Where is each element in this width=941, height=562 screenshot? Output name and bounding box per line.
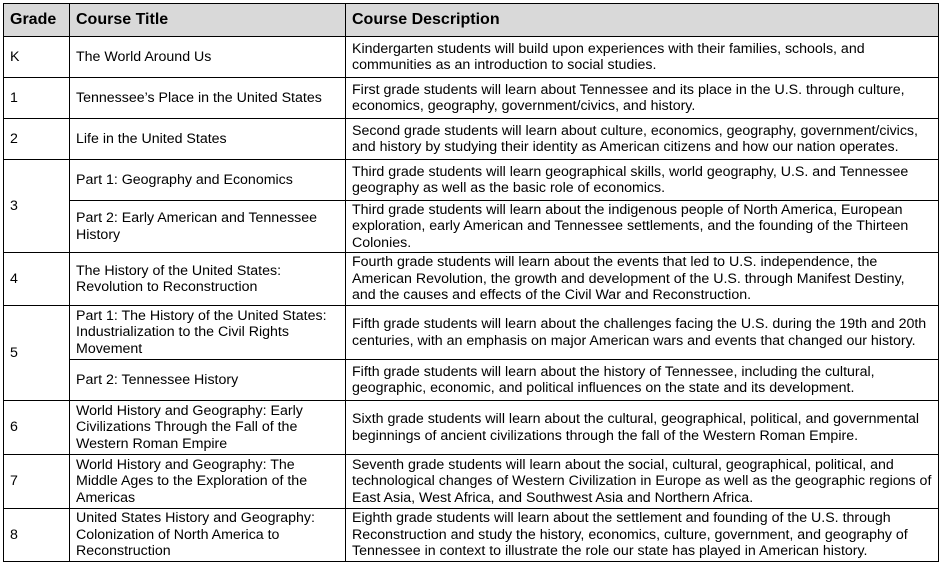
- grade-cell: 3: [4, 160, 70, 253]
- course-title-cell: Tennessee’s Place in the United States: [70, 78, 346, 119]
- course-description-cell: Eighth grade students will learn about the settlement and founding of the U.S. through Reconstruction and study the history, economics, culture, government, and geography of Tennessee in context to illustrate the role our state has played in American history.: [346, 509, 939, 562]
- course-description-cell: Fourth grade students will learn about the events that led to U.S. independence, the American Revolution, the growth and development of the U.S. through Manifest Destiny, and the causes and effects of the Civil War and Reconstruction.: [346, 253, 939, 306]
- course-title-cell: Part 2: Early American and Tennessee History: [70, 201, 346, 253]
- table-row: [4, 306, 939, 360]
- table-row: [4, 401, 939, 455]
- course-title-cell: World History and Geography: The Middle Ages to the Exploration of the Americas: [70, 455, 346, 509]
- header-course-description: Course Description: [346, 4, 939, 37]
- course-title-cell: The History of the United States: Revolution to Reconstruction: [70, 253, 346, 306]
- course-description-cell: Sixth grade students will learn about the cultural, geographical, political, and governmental beginnings of ancient civilizations through the fall of the Western Roman Empire.: [346, 401, 939, 455]
- course-title-cell: The World Around Us: [70, 37, 346, 78]
- grade-cell: 8: [4, 509, 70, 562]
- course-description-cell: Kindergarten students will build upon experiences with their families, schools, and communities as an introduction to social studies.: [346, 37, 939, 78]
- grade-cell: 7: [4, 455, 70, 509]
- table-row: [4, 160, 939, 201]
- table-row: [4, 360, 939, 401]
- course-title-cell: Life in the United States: [70, 119, 346, 160]
- table-row: [4, 37, 939, 78]
- grade-cell: 2: [4, 119, 70, 160]
- grade-cell: 6: [4, 401, 70, 455]
- table-row: [4, 78, 939, 119]
- grade-cell: 1: [4, 78, 70, 119]
- course-title-cell: Part 1: Geography and Economics: [70, 160, 346, 201]
- course-description-cell: Fifth grade students will learn about the history of Tennessee, including the cultural, geographic, economic, and political influences on the state and its development.: [346, 360, 939, 401]
- course-description-cell: Seventh grade students will learn about the social, cultural, geographical, political, and technological changes of Western Civilization in Europe as well as the geographic regions of East Asia, West Africa, and Southwest Asia and Northern Africa.: [346, 455, 939, 509]
- table-row: [4, 201, 939, 253]
- course-title-cell: Part 2: Tennessee History: [70, 360, 346, 401]
- table-row: [4, 119, 939, 160]
- table-row: [4, 253, 939, 306]
- course-description-cell: Fifth grade students will learn about the challenges facing the U.S. during the 19th and 20th centuries, with an emphasis on major American wars and events that changed our history.: [346, 306, 939, 360]
- header-grade: Grade: [4, 4, 70, 37]
- grade-cell: 4: [4, 253, 70, 306]
- grade-cell: K: [4, 37, 70, 78]
- table-row: [4, 509, 939, 562]
- course-title-cell: Part 1: The History of the United States: Industrialization to the Civil Rights Movement: [70, 306, 346, 360]
- course-table: [3, 3, 939, 562]
- course-title-cell: United States History and Geography: Colonization of North America to Reconstruction: [70, 509, 346, 562]
- course-description-cell: First grade students will learn about Tennessee and its place in the U.S. through culture, economics, geography, government/civics, and history.: [346, 78, 939, 119]
- course-title-cell: World History and Geography: Early Civilizations Through the Fall of the Western Roman Empire: [70, 401, 346, 455]
- table-row: [4, 455, 939, 509]
- course-description-cell: Second grade students will learn about culture, economics, geography, government/civics, and history by studying their identity as American citizens and how our nation operates.: [346, 119, 939, 160]
- course-description-cell: Third grade students will learn geographical skills, world geography, U.S. and Tennessee geography as well as the basic role of economics.: [346, 160, 939, 201]
- grade-cell: 5: [4, 306, 70, 401]
- header-row: [4, 4, 939, 37]
- header-course-title: Course Title: [70, 4, 346, 37]
- course-description-cell: Third grade students will learn about the indigenous people of North America, European exploration, early American and Tennessee settlements, and the founding of the Thirteen Colonies.: [346, 201, 939, 253]
